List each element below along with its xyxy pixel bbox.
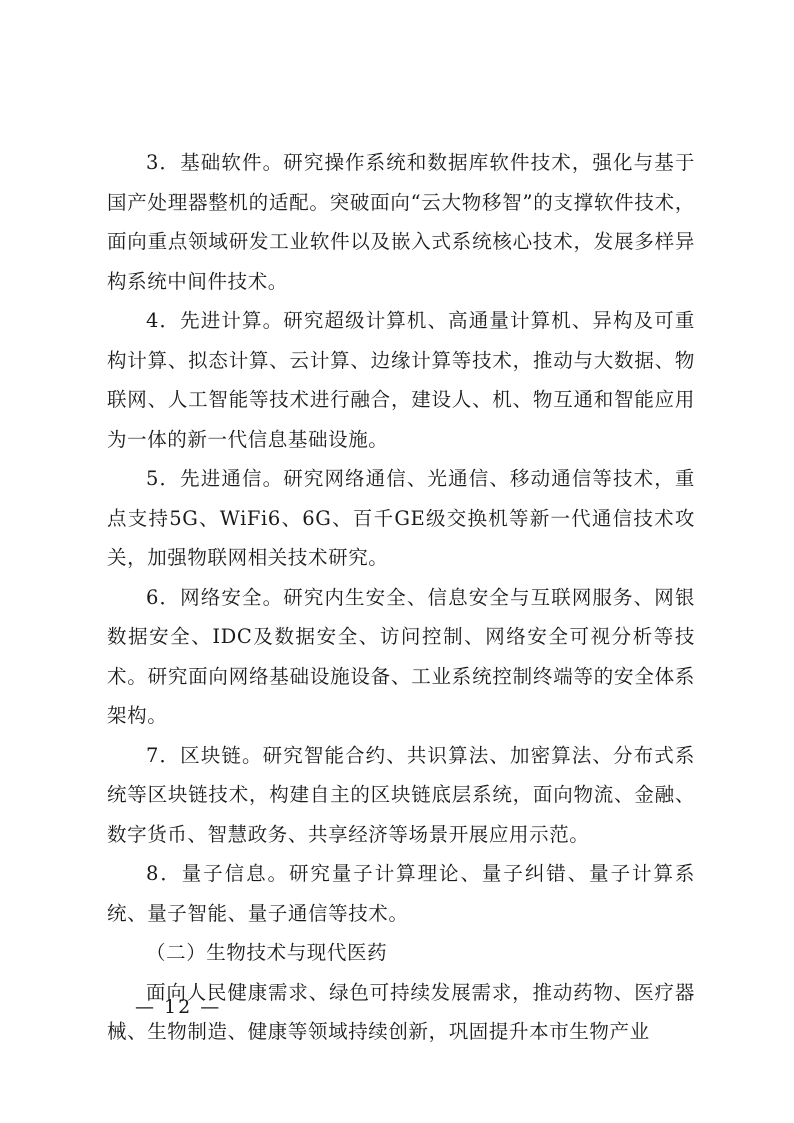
paragraph-network-security: 6．网络安全。研究内生安全、信息安全与互联网服务、网银数据安全、IDC及数据安全、访问控制、网络安全可视分析等技术。研究面向网络基础设施设备、工业系统控制终端等的安全体系架构。 (107, 585, 695, 727)
page-number: — 12 — (135, 996, 222, 1018)
paragraph-basic-software: 3．基础软件。研究操作系统和数据库软件技术，强化与基于国产处理器整机的适配。突破面向“云大物移智”的支撑软件技术，面向重点领域研发工业软件以及嵌入式系统核心技术，发展多样异构系统中间件技术。 (107, 151, 695, 293)
paragraph-biotech-intro: 面向人民健康需求、绿色可持续发展需求，推动药物、医疗器械、生物制造、健康等领域持续创新，巩固提升本市生物产业 (107, 980, 695, 1043)
paragraph-advanced-computing: 4．先进计算。研究超级计算机、高通量计算机、异构及可重构计算、拟态计算、云计算、边缘计算等技术，推动与大数据、物联网、人工智能等技术进行融合，建设人、机、物互通和智能应用为一体的新一代信息基础设施。 (107, 309, 695, 451)
section-heading: （二）生物技术与现代医药 (146, 941, 388, 964)
paragraph-quantum-information: 8．量子信息。研究量子计算理论、量子纠错、量子计算系统、量子智能、量子通信等技术。 (107, 862, 695, 925)
paragraph-advanced-communication: 5．先进通信。研究网络通信、光通信、移动通信等技术，重点支持5G、WiFi6、6G、百千GE级交换机等新一代通信技术攻关，加强物联网相关技术研究。 (107, 467, 695, 569)
body-text (107, 143, 695, 1052)
paragraph-blockchain: 7．区块链。研究智能合约、共识算法、加密算法、分布式系统等区块链技术，构建自主的区块链底层系统，面向物流、金融、数字货币、智慧政务、共享经济等场景开展应用示范。 (107, 743, 695, 846)
